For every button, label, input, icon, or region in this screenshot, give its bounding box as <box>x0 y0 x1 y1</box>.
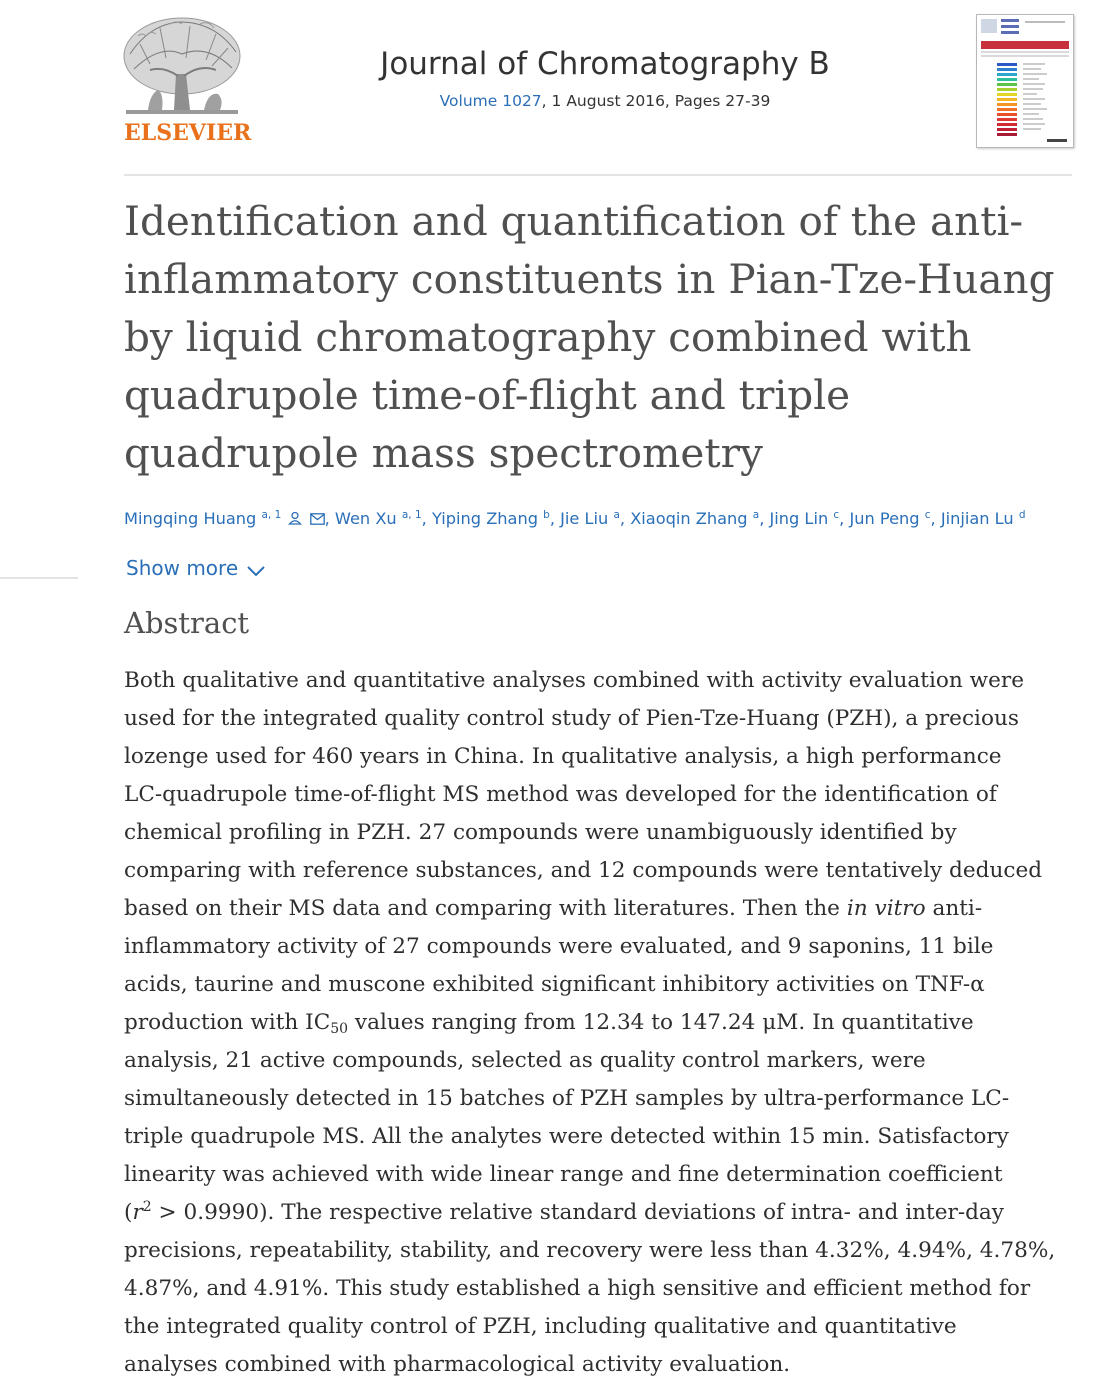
chevron-down-icon <box>246 565 266 577</box>
abstract-line: simultaneously detected in 15 batches of PZH samples by ultra-performance LC- <box>124 1086 1010 1111</box>
abstract-line: triple quadrupole MS. All the analytes were detected within 15 min. Satisfactory <box>124 1124 1009 1149</box>
journal-meta <box>300 92 910 110</box>
publisher-name: ELSEVIER <box>124 120 252 146</box>
author-link[interactable]: Mingqing Huang <box>124 509 257 528</box>
journal-title[interactable]: Journal of Chromatography B <box>380 46 830 82</box>
issue-date-pages: , 1 August 2016, Pages 27-39 <box>541 92 771 110</box>
author-affiliation: a <box>752 509 760 521</box>
abstract-line: used for the integrated quality control study of Pien-Tze-Huang (PZH), a precious <box>124 706 1019 731</box>
tree-logo-icon <box>120 14 244 120</box>
text-run: based on their MS data and comparing with literatures. Then the <box>124 896 847 921</box>
abstract-line: the integrated quality control of PZH, including qualitative and quantitative <box>124 1314 957 1339</box>
abstract-line: precisions, repeatability, stability, and recovery were less than 4.32%, 4.94%, 4.78%, <box>124 1238 1056 1263</box>
text-run: > 0.9990). The respective relative standard deviations of intra- and inter-day <box>151 1200 1005 1225</box>
author-link[interactable]: Jing Lin <box>769 509 829 528</box>
abstract-line: 4.87%, and 4.91%. This study established a high sensitive and efficient method for <box>124 1276 1031 1301</box>
abstract-line: analysis, 21 active compounds, selected as quality control markers, were <box>124 1048 926 1073</box>
abstract-body <box>124 662 1084 1384</box>
abstract-line: inflammatory activity of 27 compounds were evaluated, and 9 saponins, 11 bile <box>124 934 994 959</box>
abstract-heading: Abstract <box>124 606 250 640</box>
abstract-line: LC-quadrupole time-of-flight MS method was developed for the identification of <box>124 782 997 807</box>
elsevier-logo[interactable] <box>120 14 252 148</box>
subscript: 50 <box>330 1021 349 1037</box>
article-title: Identification and quantification of the anti-inflammatory constituents in Pian-Tze-Huang by liquid chromatography combined with quadrupole time-of-flight and triple quadrupole mass spectrometry <box>124 197 1055 477</box>
author-link[interactable]: Jinjian Lu <box>940 509 1014 528</box>
abstract-line: lozenge used for 460 years in China. In qualitative analysis, a high performance <box>124 744 1002 769</box>
abstract-line: chemical profiling in PZH. 27 compounds were unambiguously identified by <box>124 820 957 845</box>
header-divider <box>124 174 1072 176</box>
author-affiliation: b <box>543 509 550 521</box>
author-affiliation: c <box>833 509 840 521</box>
text-run: ( <box>124 1200 133 1225</box>
author-link[interactable]: Xiaoqin Zhang <box>630 509 748 528</box>
superscript: 2 <box>142 1199 152 1215</box>
author-affiliation: a, 1 <box>401 509 422 521</box>
abstract-line: analyses combined with pharmacological activity evaluation. <box>124 1352 791 1377</box>
author-affiliation: a, 1 <box>261 509 282 521</box>
journal-cover-image <box>977 15 1073 147</box>
author-affiliation: d <box>1018 509 1026 521</box>
sidebar-divider <box>0 577 78 579</box>
show-more-button[interactable] <box>126 556 266 580</box>
abstract-line <box>124 1004 1084 1042</box>
person-icon[interactable] <box>288 510 302 529</box>
show-more-label: Show more <box>126 556 239 580</box>
text-run: production with IC <box>124 1010 331 1035</box>
journal-info <box>300 46 910 110</box>
article-header <box>0 0 1100 176</box>
italic-text: r <box>132 1200 143 1225</box>
abstract-line: acids, taurine and muscone exhibited significant inhibitory activities on TNF-α <box>124 972 985 997</box>
author-affiliation: c <box>924 509 931 521</box>
text-run: anti- <box>925 896 983 921</box>
abstract-line <box>124 890 1084 928</box>
author-affiliation: a <box>613 509 620 521</box>
italic-text: in vitro <box>846 896 926 921</box>
abstract-line: Both qualitative and quantitative analyses combined with activity evaluation were <box>124 668 1024 693</box>
author-link[interactable]: Wen Xu <box>334 509 397 528</box>
email-icon[interactable] <box>310 510 325 529</box>
volume-link[interactable]: Volume 1027 <box>439 92 542 110</box>
abstract-line: linearity was achieved with wide linear range and fine determination coefficient <box>124 1162 1003 1187</box>
author-link[interactable]: Yiping Zhang <box>431 509 539 528</box>
abstract-line <box>124 1194 1084 1232</box>
author-list: Mingqing Huang $^{a, 1}$ , Wen Xu $^{a, 1}$, Yiping Zhang $^b$, Jie Liu $^a$, Xiaoqin Zhang $^a$, Jing Lin $^c$, Jun Peng $^c$, Jinjian Lu $^d$ <box>124 509 1026 528</box>
journal-cover-thumbnail[interactable] <box>976 14 1074 148</box>
abstract-line: comparing with reference substances, and 12 compounds were tentatively deduced <box>124 858 1043 883</box>
author-link[interactable]: Jie Liu <box>560 509 609 528</box>
text-run: values ranging from 12.34 to 147.24 μM. In quantitative <box>348 1010 974 1035</box>
author-link[interactable]: Jun Peng <box>849 509 920 528</box>
